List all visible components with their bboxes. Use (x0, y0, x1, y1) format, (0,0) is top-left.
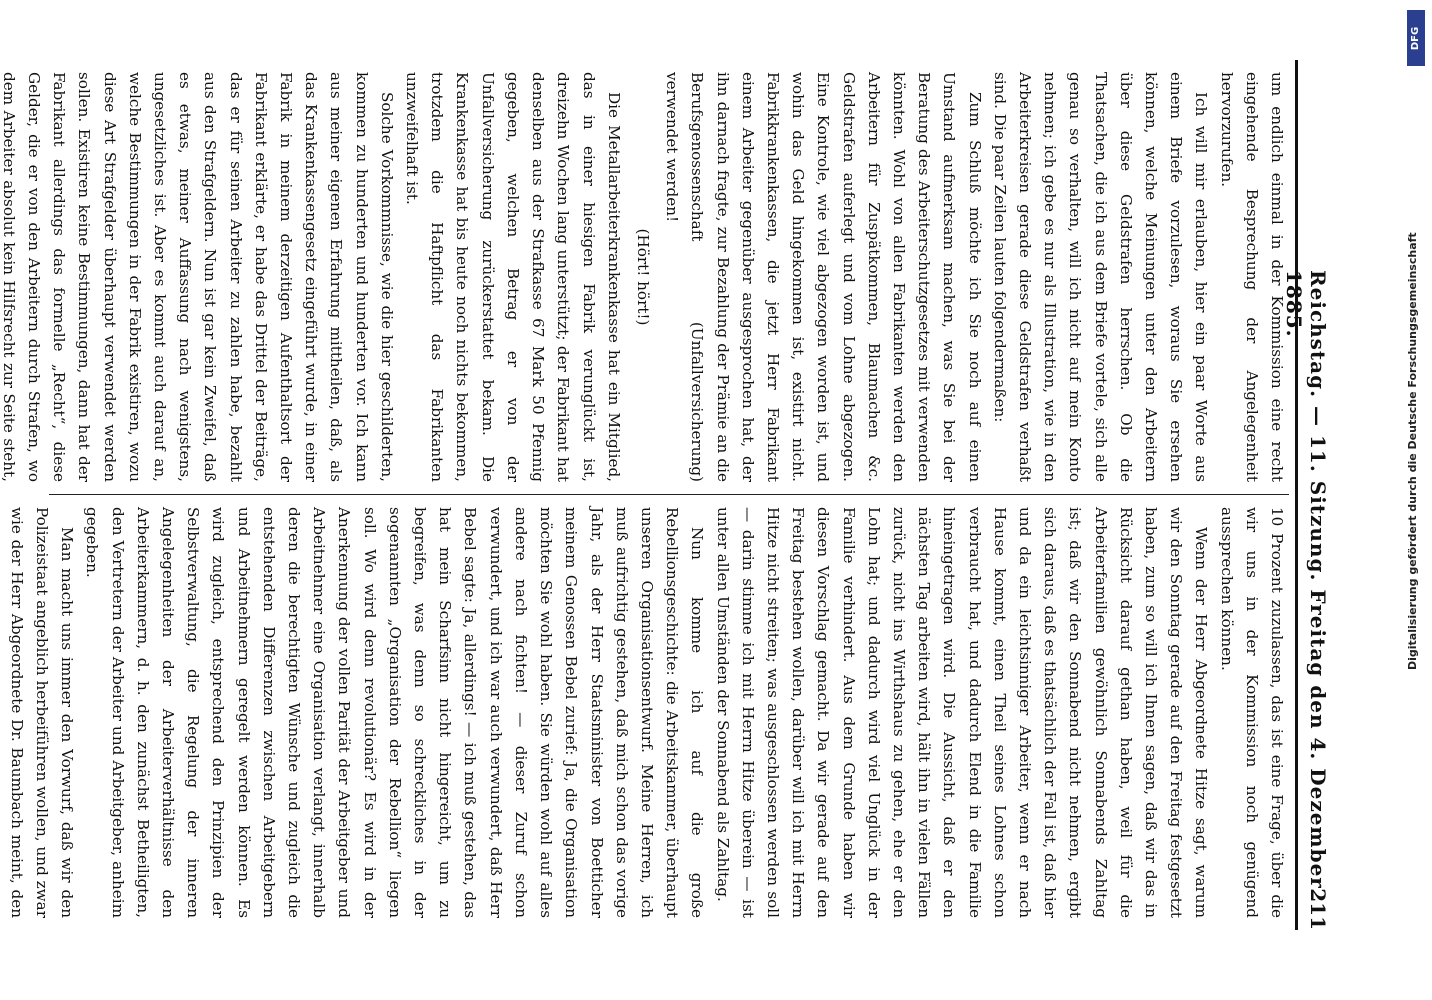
digitization-credit: Digitalisierung gefördert durch die Deutsche Forschungsgemeinschaft (1406, 232, 1419, 670)
paragraph: (Hört! hört!) (633, 228, 652, 326)
paragraph: Zum Schluß möchte ich Sie noch auf einen Umstand aufmerksam machen, was Sie bei der Beratung des Arbeiterschutzgesetzes mit verwenden könnten. Wohl von allen Fabrikanten werden den Arbeitern für Zuspätkommen, Blaumachen &c. Geldstrafen auferlegt und vom Lohne abgezogen. Eine Kontrole, wie viel abgezogen worden ist, und wohin das Geld hingekommen ist, existirt nicht. Fabrikkrankenkassen, die jetzt Herr Fabrikant einem Arbeiter gegenüber ausgesprochen hat, der ihn darnach fragte, zur Bezahlung der Prämie an die Berufsgenossenschaft (Unfallversicherung) verwendet werden! (663, 72, 984, 482)
paragraph: 10 Prozent zuzulassen, das ist eine Frage, über die wir uns in der Kommission noch genügend aussprechen können. (1217, 507, 1286, 918)
paragraph: Solche Vorkommnisse, wie die hier geschilderten, kommen zu hunderten und hunderten vor. Ich kann aus meiner eigenen Erfahrung mittheilen, daß, als das Krankenkassengesetz eingeführt wurde, in einer Fabrik in meinem derzeitigen Aufenthaltsort der Fabrikant erklärte, er habe das Drittel der Beiträge, das er für seinen Arbeiter zu zahlen habe, bezahlt aus den Strafgeldern. Nun ist gar kein Zweifel, daß es etwas, meiner Auffassung nach wenigstens, ungesetzliches ist. Aber es kommt auch darauf an, welche Bestimmungen in der Fabrik existiren, wozu diese Art Strafgelder überhaupt verwendet werden sollen. Existiren keine Bestimmungen, dann hat der Fabrikant allerdings das formelle „Recht“, diese Gelder, die er von den Arbeitern durch Strafen, wo dem Arbeiter absolut kein Hilfsrecht zur Seite steht, (0, 72, 396, 482)
paragraph: um endlich einmal in der Kommission eine recht eingehende Besprechung der Angelegenheit hervorzurufen. (1217, 72, 1286, 482)
paragraph: Ich will mir erlauben, hier ein paar Worte aus einem Briefe vorzulesen, woraus Sie ersehen können, welche Meinungen unter den Arbeitern über diese Geldstrafen herrschen. Ob die Thatsachen, die ich aus dem Briefe vortele, sich alle genau so verhalten, will ich nicht auf mein Konto nehmen; ich gebe es nur als Illustration, wie in den Arbeiterkreisen gerade diese Geldstrafen verhaßt sind. Die paar Zeilen lauten folgendermaßen: (990, 72, 1211, 482)
digitization-credit-strip (1404, 26, 1430, 680)
text-columns (0, 60, 1289, 930)
dfg-logo: DFG (1407, 10, 1425, 66)
paragraph: Nun komme ich auf die große Rebellionsgeschichte: die Arbeitskammer, überhaupt unseren Organisationsentwurf. Meine Herren, ich muß aufrichtig gestehen, daß mich schon das vorige Jahr, als der Herr Staatsminister von Boetticher meinem Genossen Bebel zurief: Ja, die Organisation möchten Sie wohl haben. Sie würden wohl auf alles andere nach fichten! — dieser Zuruf schon verwundert, und ich war auch verwundert, daß Herr Bebel sagte: Ja, allerdings! — ich muß gestehen, das hat mein Scharfsinn nicht hingereicht, um zu begreifen, was denn so schreckliches in der sogenannten „Organisation der Rebellion“ liegen soll. Wo wird denn revolutionär? Es wird in der Anerkennung der vollen Parität der Arbeitgeber und Arbeitnehmer eine Organisation verlangt, innerhalb deren die berechtigten Wünsche und zugleich die entstehenden Differenzen zwischen Arbeitgebern und Arbeitnehmern geregelt werden können. Es wird zugleich, entsprechend den Prinzipien der Selbstverwaltung, die Regelung der inneren Angelegenheiten der Arbeiterverhältnisse den Arbeiterkammern, d. h. den zunächst Betheiligten, den Vertretern der Arbeiter und Arbeitgeber, anheim gegeben. (83, 507, 707, 918)
left-column (0, 60, 1289, 495)
right-column (7, 495, 1289, 930)
page-title: Reichstag. — 11. Sitzung. Freitag den 4. Dezember 1885. (1282, 270, 1330, 889)
paragraph: Man macht uns immer den Vorwurf, daß wir den Polizeistaat angeblich herbeiführen wollen, und zwar wie der Herr Abgeordnete Dr. Baumbach meint, den (7, 507, 77, 918)
page-number: 211 (1306, 888, 1330, 930)
paragraph: Wenn der Herr Abgeordnete Hitze sagt, warum wir den Sonntag gerade auf den Freitag festgesetzt haben, zum so will ich Ihnen sagen, daß wir das in Rücksicht darauf gethan haben, weil für die Arbeiterfamilien gewöhnlich Sonnabends Zahltag ist; daß wir den Sonnabend nicht nehmen, ergibt sich daraus, daß es thatsächlich der Fall ist, daß hier und da ein leichtsinniger Arbeiter, wenn er nach Hause kommt, einen Theil seines Lohnes schon verbraucht hat, und dadurch Elend in die Familie hineingetragen wird. Die Aussicht, daß er den nächsten Tag arbeiten wird, hält ihn in vielen Fällen zurück, nicht ins Wirthshaus zu gehen, ehe er den Lohn hat; und dadurch wird viel Unglück in der Familie verhindert. Aus dem Grunde haben wir diesen Vorschlag gemacht. Da wir gerade auf den Freitag bestehen wollen, darüber will ich mit Herrn Hitze nicht streiten; was ausgeschlossen werden soll — darin stimme ich mit Herrn Hitze überein — ist unter allen Umständen der Sonnabend als Zahltag. (713, 507, 1211, 918)
page-header (1282, 60, 1332, 930)
paragraph: Die Metallarbeiterkrankenkasse hat ein Mitglied, das in einer hiesigen Fabrik verunglückt ist, dreizehn Wochen lang unterstützt; der Fabrikant hat denselben aus der Strafkasse 67 Mark 50 Pfennig gegeben, welchen Betrag er von der Unfallversicherung zurückerstattet bekam. Die Krankenkasse hat bis heute noch nichts bekommen, trotzdem die Haftpflicht das Fabrikanten unzweifelhaft ist. (403, 72, 623, 482)
